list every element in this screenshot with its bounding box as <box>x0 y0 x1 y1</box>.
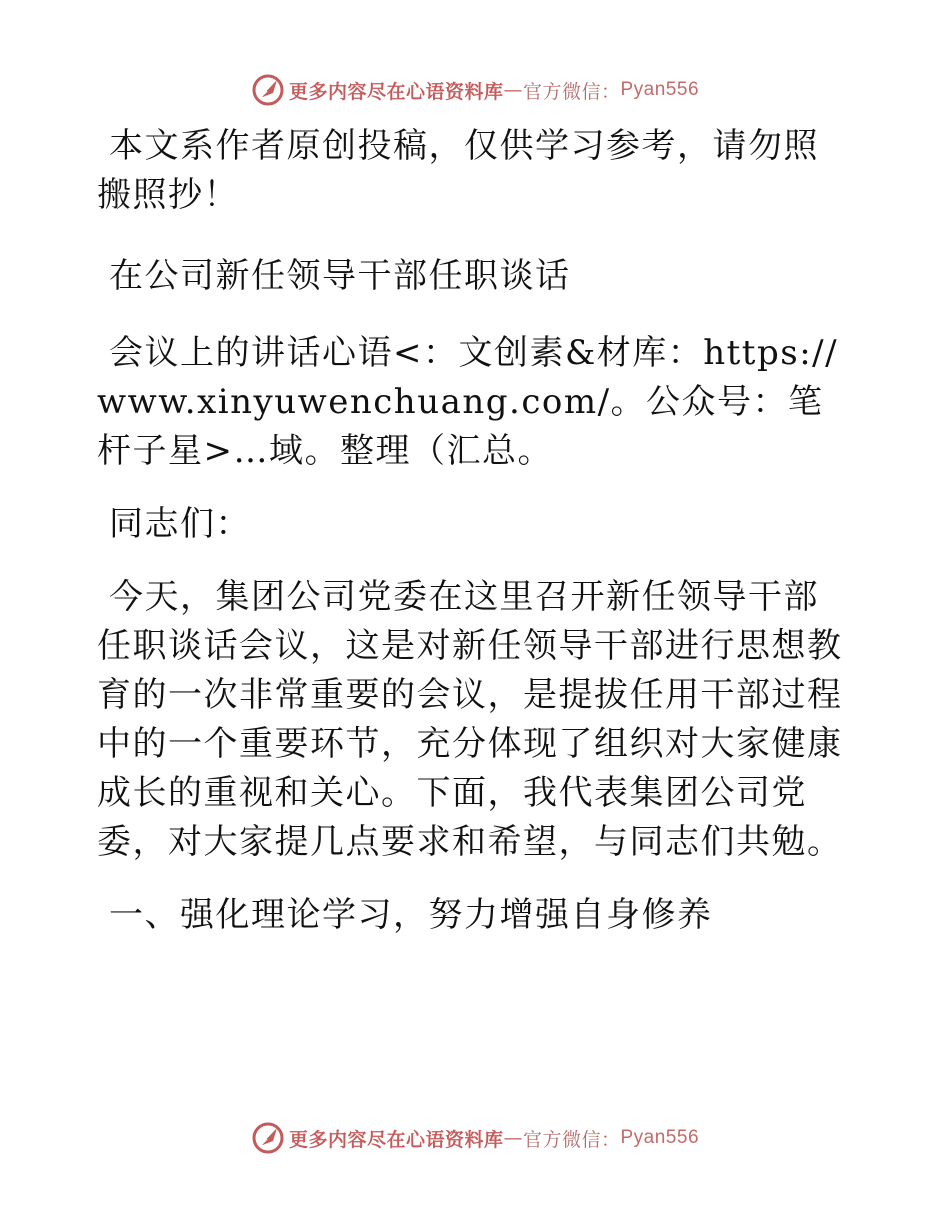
footer-watermark <box>0 1118 950 1158</box>
watermark-wechat-label: 官方微信： <box>522 80 621 103</box>
watermark-wechat-id: Pyan556 <box>620 1127 700 1148</box>
watermark-dash: — <box>503 1127 523 1149</box>
copyright-notice: 本文系作者原创投稿，仅供学习参考，请勿照搬照抄！ <box>97 126 819 215</box>
watermark-wechat-label: 官方微信： <box>522 1128 621 1151</box>
watermark-main-text: 更多内容尽在心语资料库 <box>288 80 504 103</box>
watermark-dash: — <box>503 79 523 101</box>
document-title: 在公司新任领导干部任职谈话 <box>109 256 571 296</box>
source-note: 会议上的讲话心语<：文创素&材库：https://www.xinyuwenchuang.com/。公众号：笔杆子星>…域。整理（汇总。 <box>97 333 839 471</box>
document-body <box>97 122 853 940</box>
quill-in-circle-icon <box>251 73 285 107</box>
body-paragraph: 今天，集团公司党委在这里召开新任领导干部任职谈话会议，这是对新任领导干部进行思想教育的一次非常重要的会议，是提拔任用干部过程中的一个重要环节，充分体现了组织对大家健康成长的重视和关心。下面，我代表集团公司党委，对大家提几点要求和希望，与同志们共勉。 <box>97 577 843 862</box>
section-heading: 一、强化理论学习，努力增强自身修养 <box>109 895 713 935</box>
quill-in-circle-icon <box>251 1121 285 1155</box>
watermark-wechat-id: Pyan556 <box>620 79 700 100</box>
header-watermark <box>0 70 950 110</box>
salutation: 同志们： <box>109 504 251 544</box>
watermark-main-text: 更多内容尽在心语资料库 <box>288 1128 504 1151</box>
